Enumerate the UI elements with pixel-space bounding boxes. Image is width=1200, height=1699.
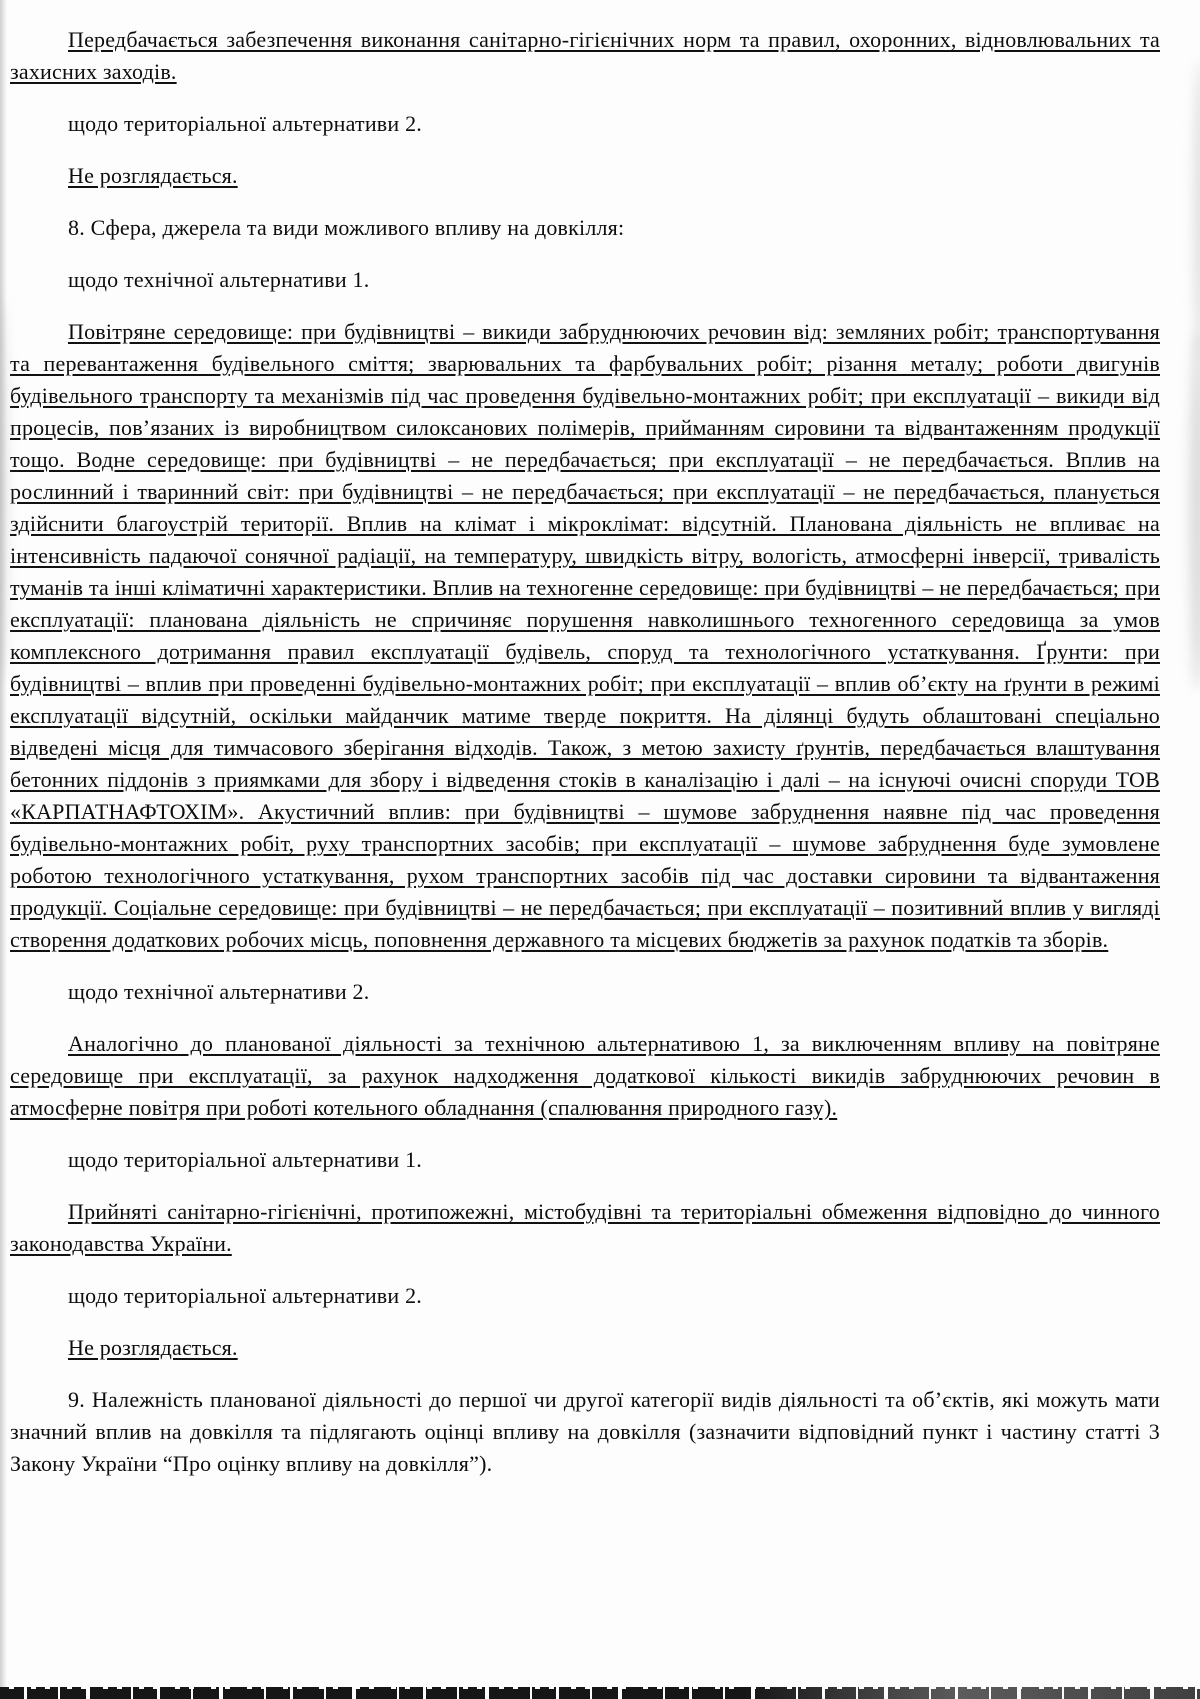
scan-smudge-right-upper (1194, 60, 1200, 360)
subheading-territorial-alternative-2: щодо територіальної альтернативи 2. (68, 111, 422, 136)
paragraph-environmental-impact-description: Повітряне середовище: при будівництві – викиди забруднюючих речовин від: земляних робіт; транспортування та перевантаження будівельного сміття; зварювальних та фарбувальних робіт; різання металу; роботи двигунів будівельного транспорту та механізмів під час проведення будівельно-монтажних робіт; при експлуатації – викиди від процесів, пов’язаних із виробництвом силоксанових полімерів, прийманням сировини та відвантаженням продукції тощо. Водне середовище: при будівництві – не передбачається; при експлуатації – не передбачається. Вплив на рослинний і тваринний світ: при будівництві – не передбачається; при експлуатації – не передбачається, планується здійснити благоустрій території. Вплив на клімат і мікроклімат: відсутній. Планована діяльність не впливає на інтенсивність падаючої сонячної радіації, на температуру, швидкість вітру, вологість, атмосферні інверсії, тривалість туманів та інші кліматичні характеристики. Вплив на техногенне середовище: при будівництві – не передбачається; при експлуатації: планована діяльність не спричиняє порушення навколишнього техногенного середовища за умов комплексного дотримання правил експлуатації будівель, споруд та технологічного устаткування. Ґрунти: при будівництві – вплив при проведенні будівельно-монтажних робіт; при експлуатації – вплив об’єкту на ґрунти в режимі експлуатації відсутній, оскільки майданчик матиме тверде покриття. На ділянці будуть облаштовані спеціально відведені місця для тимчасового зберігання відходів. Також, з метою захисту ґрунтів, передбачається влаштування бетонних піддонів з приямками для збору і відведення стоків в каналізацію і далі – на існуючі очисні споруди ТОВ «КАРПАТНАФТОХІМ». Акустичний вплив: при будівництві – шумове забруднення наявне під час проведення будівельно-монтажних робіт, руху транспортних засобів; при експлуатації – шумове забруднення буде зумовлене роботою технологічного устаткування, рухом транспортних засобів під час доставки сировини та відвантаження продукції. Соціальне середовище: при будівництві – не передбачається; при експлуатації – позитивний вплив у вигляді створення додаткових робочих місць, поповнення державного та місцевих бюджетів за рахунок податків та зборів. (10, 319, 1160, 952)
heading-section-9-category-assignment: 9. Належність планованої діяльності до першої чи другої категорії видів діяльності та об’єктів, які можуть мати значний вплив на довкілля та підлягають оцінці впливу на довкілля (зазначити відповідний пункт і частину статті 3 Закону України “Про оцінку впливу на довкілля”). (10, 1387, 1160, 1476)
paragraph-not-considered-1: Не розглядається. (68, 163, 238, 188)
scan-smudge-right (1190, 330, 1200, 690)
subheading-technical-alternative-1: щодо технічної альтернативи 1. (68, 267, 370, 292)
heading-section-8-impact-sources: 8. Сфера, джерела та види можливого впливу на довкілля: (68, 215, 625, 240)
paragraph-territorial-restrictions: Прийняті санітарно-гігієнічні, протипожежні, містобудівні та територіальні обмеження відповідно до чинного законодавства України. (10, 1199, 1160, 1256)
cutoff-text-line-bottom (0, 1687, 1200, 1699)
subheading-technical-alternative-2: щодо технічної альтернативи 2. (68, 979, 370, 1004)
scan-shadow-left-edge (0, 0, 7, 1699)
paragraph-sanitary-norms-provision: Передбачається забезпечення виконання санітарно-гігієнічних норм та правил, охоронних, відновлювальних та захисних заходів. (10, 27, 1160, 84)
subheading-territorial-alternative-1: щодо територіальної альтернативи 1. (68, 1147, 422, 1172)
paragraph-technical-alternative-2-description: Аналогічно до планованої діяльності за технічною альтернативою 1, за виключенням впливу на повітряне середовище при експлуатації, за рахунок надходження додаткової кількості викидів забруднюючих речовин в атмосферне повітря при роботі котельного обладнання (спалювання природного газу). (10, 1031, 1160, 1120)
paragraph-not-considered-2: Не розглядається. (68, 1335, 238, 1360)
scan-smudge-left (0, 300, 6, 680)
subheading-territorial-alternative-2-repeat: щодо територіальної альтернативи 2. (68, 1283, 422, 1308)
